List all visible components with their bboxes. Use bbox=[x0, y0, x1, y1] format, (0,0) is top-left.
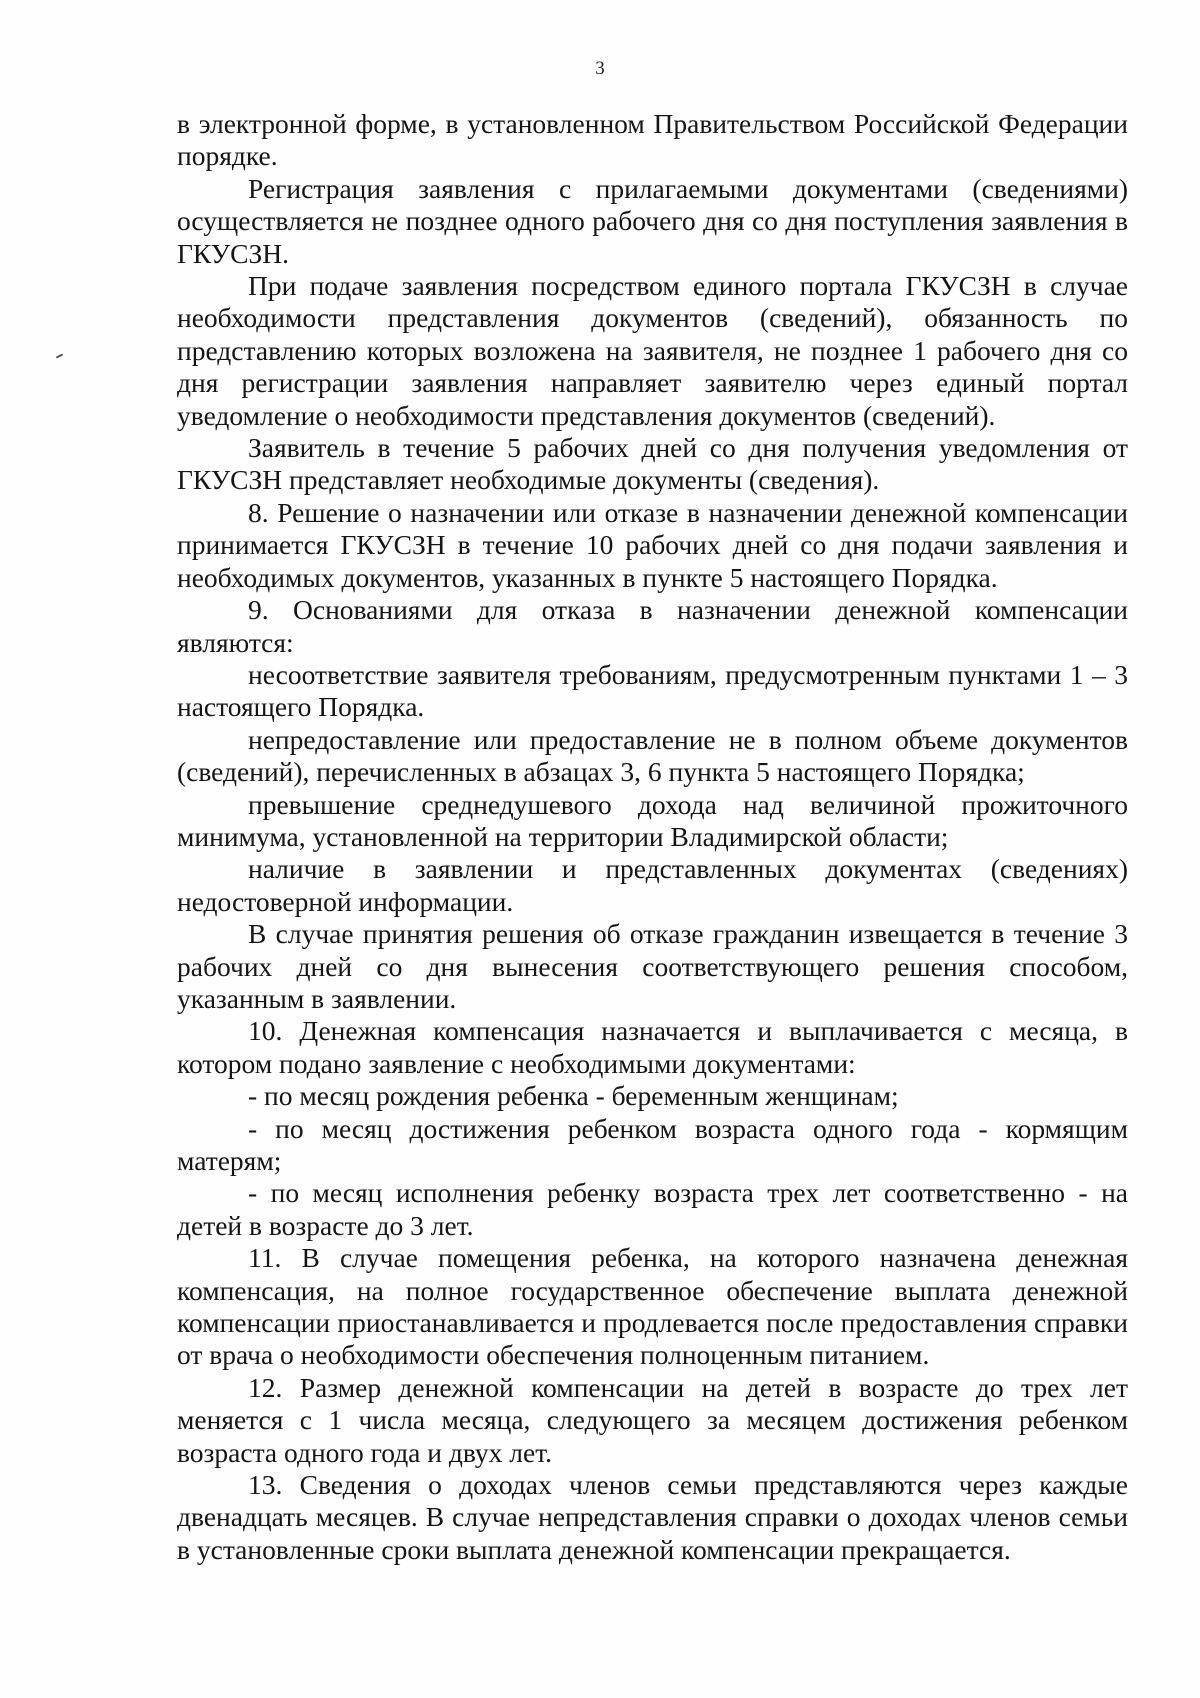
paragraph-registration: Регистрация заявления с прилагаемыми документами (сведениями) осуществляется не позднее одного рабочего дня со дня поступления заявления в ГКУСЗН. bbox=[177, 172, 1128, 269]
paragraph-item-8: 8. Решение о назначении или отказе в назначении денежной компенсации принимается ГКУСЗН в течение 10 рабочих дней со дня подачи заявления и необходимых документов, указанных в пункте 5 настоящего Порядка. bbox=[177, 496, 1128, 593]
scan-artifact bbox=[56, 353, 63, 358]
payment-term-3: - по месяц исполнения ребенку возраста трех лет соответственно - на детей в возрасте до 3 лет. bbox=[177, 1177, 1128, 1241]
paragraph-item-9: 9. Основаниями для отказа в назначении денежной компенсации являются: bbox=[177, 594, 1128, 658]
refusal-ground-4: наличие в заявлении и представленных документах (сведениях) недостоверной информации. bbox=[177, 853, 1128, 917]
paragraph-item-13: 13. Сведения о доходах членов семьи представляются через каждые двенадцать месяцев. В случае непредставления справки о доходах членов семьи в установленные сроки выплата денежной компенсации прекращается. bbox=[177, 1469, 1128, 1565]
payment-term-1: - по месяц рождения ребенка - беременным женщинам; bbox=[248, 1080, 899, 1112]
payment-term-2: - по месяц достижения ребенком возраста одного года - кормящим матерям; bbox=[177, 1112, 1128, 1176]
refusal-ground-1: несоответствие заявителя требованиям, предусмотренным пунктами 1 – 3 настоящего Порядка. bbox=[177, 658, 1128, 723]
paragraph-item-10: 10. Денежная компенсация назначается и выплачивается с месяца, в котором подано заявление с необходимыми документами: bbox=[177, 1015, 1128, 1079]
refusal-ground-2: непредоставление или предоставление не в полном объеме документов (сведений), перечисленных в абзацах 3, 6 пункта 5 настоящего Порядка; bbox=[177, 723, 1128, 788]
paragraph-refusal-notice: В случае принятия решения об отказе гражданин извещается в течение 3 рабочих дней со дня вынесения соответствующего решения способом, указанным в заявлении. bbox=[177, 918, 1128, 1014]
paragraph-applicant-deadline: Заявитель в течение 5 рабочих дней со дня получения уведомления от ГКУСЗН представляет необходимые документы (сведения). bbox=[177, 432, 1128, 496]
paragraph-portal-submission: При подаче заявления посредством единого портала ГКУСЗН в случае необходимости представления документов (сведений), обязанность по представлению которых возложена на заявителя, не позднее 1 рабочего дня со дня регистрации заявления направляет заявителю через единый портал уведомление о необходимости представления документов (сведений). bbox=[177, 270, 1128, 431]
document-body bbox=[177, 108, 1128, 1566]
paragraph-item-12: 12. Размер денежной компенсации на детей в возрасте до трех лет меняется с 1 числа месяца, следующего за месяцем достижения ребенком возраста одного года и двух лет. bbox=[177, 1371, 1128, 1468]
page-number: 3 bbox=[595, 58, 605, 79]
paragraph-continuation: в электронной форме, в установленном Правительством Российской Федерации порядке. bbox=[177, 108, 1128, 172]
paragraph-item-11: 11. В случае помещения ребенка, на которого назначена денежная компенсация, на полное государственное обеспечение выплата денежной компенсации приостанавливается и продлевается после предоставления справки от врача о необходимости обеспечения полноценным питанием. bbox=[177, 1242, 1128, 1371]
refusal-ground-3: превышение среднедушевого дохода над величиной прожиточного минимума, установленной на территории Владимирской области; bbox=[177, 788, 1128, 852]
